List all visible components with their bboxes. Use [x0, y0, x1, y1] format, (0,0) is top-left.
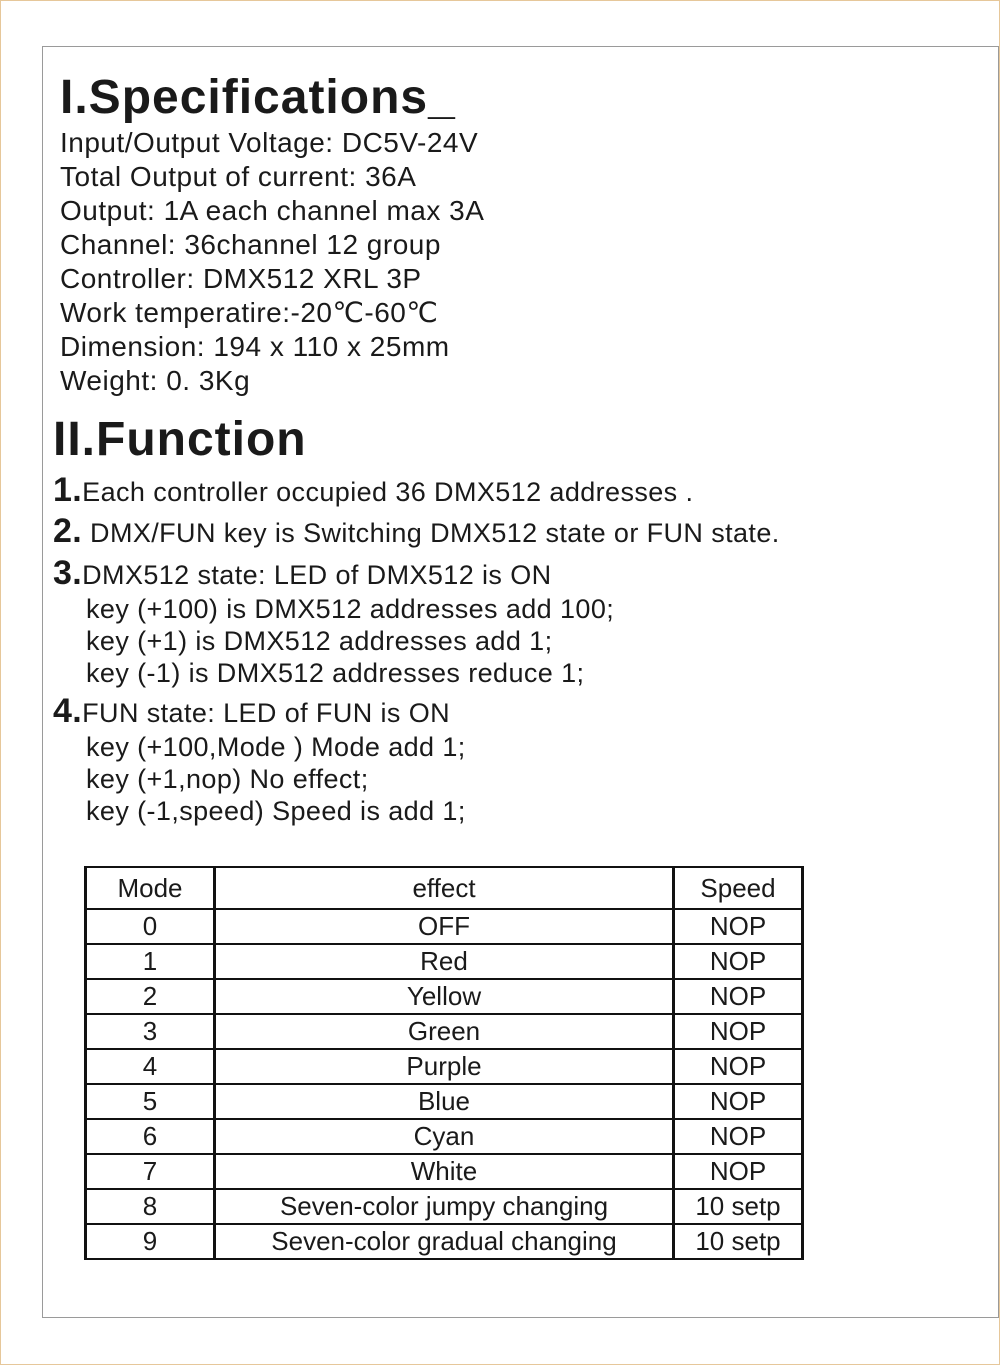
table-header-row [86, 867, 803, 909]
cell-speed: NOP [674, 1119, 803, 1154]
specifications-list [60, 126, 484, 398]
header-effect: effect [215, 867, 674, 909]
cell-speed: NOP [674, 944, 803, 979]
cell-mode: 0 [86, 909, 215, 944]
spec-total-current: Total Output of current: 36A [60, 161, 417, 192]
function-point-3-sub-3: key (-1) is DMX512 addresses reduce 1; [86, 658, 585, 688]
point-text: DMX/FUN key is Switching DMX512 state or FUN state. [82, 518, 780, 548]
function-point-3 [53, 554, 552, 592]
spec-work-temperature: Work temperatire:-20℃-60℃ [60, 297, 439, 328]
cell-effect: White [215, 1154, 674, 1189]
spec-dimension: Dimension: 194 x 110 x 25mm [60, 331, 450, 362]
cell-effect: Red [215, 944, 674, 979]
cell-speed: NOP [674, 1014, 803, 1049]
table-row [86, 1224, 803, 1259]
point-text: Each controller occupied 36 DMX512 addresses . [82, 477, 694, 507]
cell-effect: Purple [215, 1049, 674, 1084]
point-text: FUN state: LED of FUN is ON [82, 698, 451, 728]
function-point-4-sub-3: key (-1,speed) Speed is add 1; [86, 796, 466, 826]
cell-mode: 2 [86, 979, 215, 1014]
cell-effect: Seven-color jumpy changing [215, 1189, 674, 1224]
point-number: 4. [53, 692, 83, 730]
cell-mode: 3 [86, 1014, 215, 1049]
spec-controller: Controller: DMX512 XRL 3P [60, 263, 422, 294]
table-row [86, 1189, 803, 1224]
point-text: DMX512 state: LED of DMX512 is ON [82, 560, 552, 590]
cell-mode: 4 [86, 1049, 215, 1084]
table-row [86, 1119, 803, 1154]
spec-voltage: Input/Output Voltage: DC5V-24V [60, 127, 479, 158]
cell-effect: Blue [215, 1084, 674, 1119]
table-row [86, 909, 803, 944]
cell-speed: NOP [674, 1084, 803, 1119]
cell-mode: 7 [86, 1154, 215, 1189]
cell-effect: Yellow [215, 979, 674, 1014]
function-heading: II.Function [53, 413, 307, 466]
table-row [86, 1049, 803, 1084]
header-mode: Mode [86, 867, 215, 909]
function-point-4-sub-2: key (+1,nop) No effect; [86, 764, 369, 794]
cell-speed: NOP [674, 1049, 803, 1084]
cell-speed: NOP [674, 1154, 803, 1189]
table-row [86, 944, 803, 979]
function-point-4-sub-1: key (+100,Mode ) Mode add 1; [86, 732, 466, 762]
table-row [86, 1084, 803, 1119]
specifications-heading: I.Specifications_ [60, 71, 456, 124]
point-number: 3. [53, 554, 83, 592]
function-point-2 [53, 512, 780, 550]
point-number: 2. [53, 512, 83, 550]
header-speed: Speed [674, 867, 803, 909]
cell-mode: 8 [86, 1189, 215, 1224]
table-row [86, 1014, 803, 1049]
table-row [86, 1154, 803, 1189]
function-point-4 [53, 692, 451, 730]
cell-mode: 9 [86, 1224, 215, 1259]
cell-mode: 6 [86, 1119, 215, 1154]
function-point-3-sub-2: key (+1) is DMX512 addresses add 1; [86, 626, 553, 656]
cell-effect: Green [215, 1014, 674, 1049]
function-point-3-sub-1: key (+100) is DMX512 addresses add 100; [86, 594, 615, 624]
cell-speed: NOP [674, 979, 803, 1014]
cell-effect: OFF [215, 909, 674, 944]
cell-mode: 1 [86, 944, 215, 979]
table-row [86, 979, 803, 1014]
cell-effect: Seven-color gradual changing [215, 1224, 674, 1259]
function-point-1 [53, 471, 694, 509]
point-number: 1. [53, 471, 83, 509]
cell-speed: 10 setp [674, 1224, 803, 1259]
cell-mode: 5 [86, 1084, 215, 1119]
cell-speed: NOP [674, 909, 803, 944]
cell-effect: Cyan [215, 1119, 674, 1154]
cell-speed: 10 setp [674, 1189, 803, 1224]
mode-effect-table [84, 866, 804, 1260]
spec-output: Output: 1A each channel max 3A [60, 195, 485, 226]
spec-channel: Channel: 36channel 12 group [60, 229, 441, 260]
spec-weight: Weight: 0. 3Kg [60, 365, 251, 396]
